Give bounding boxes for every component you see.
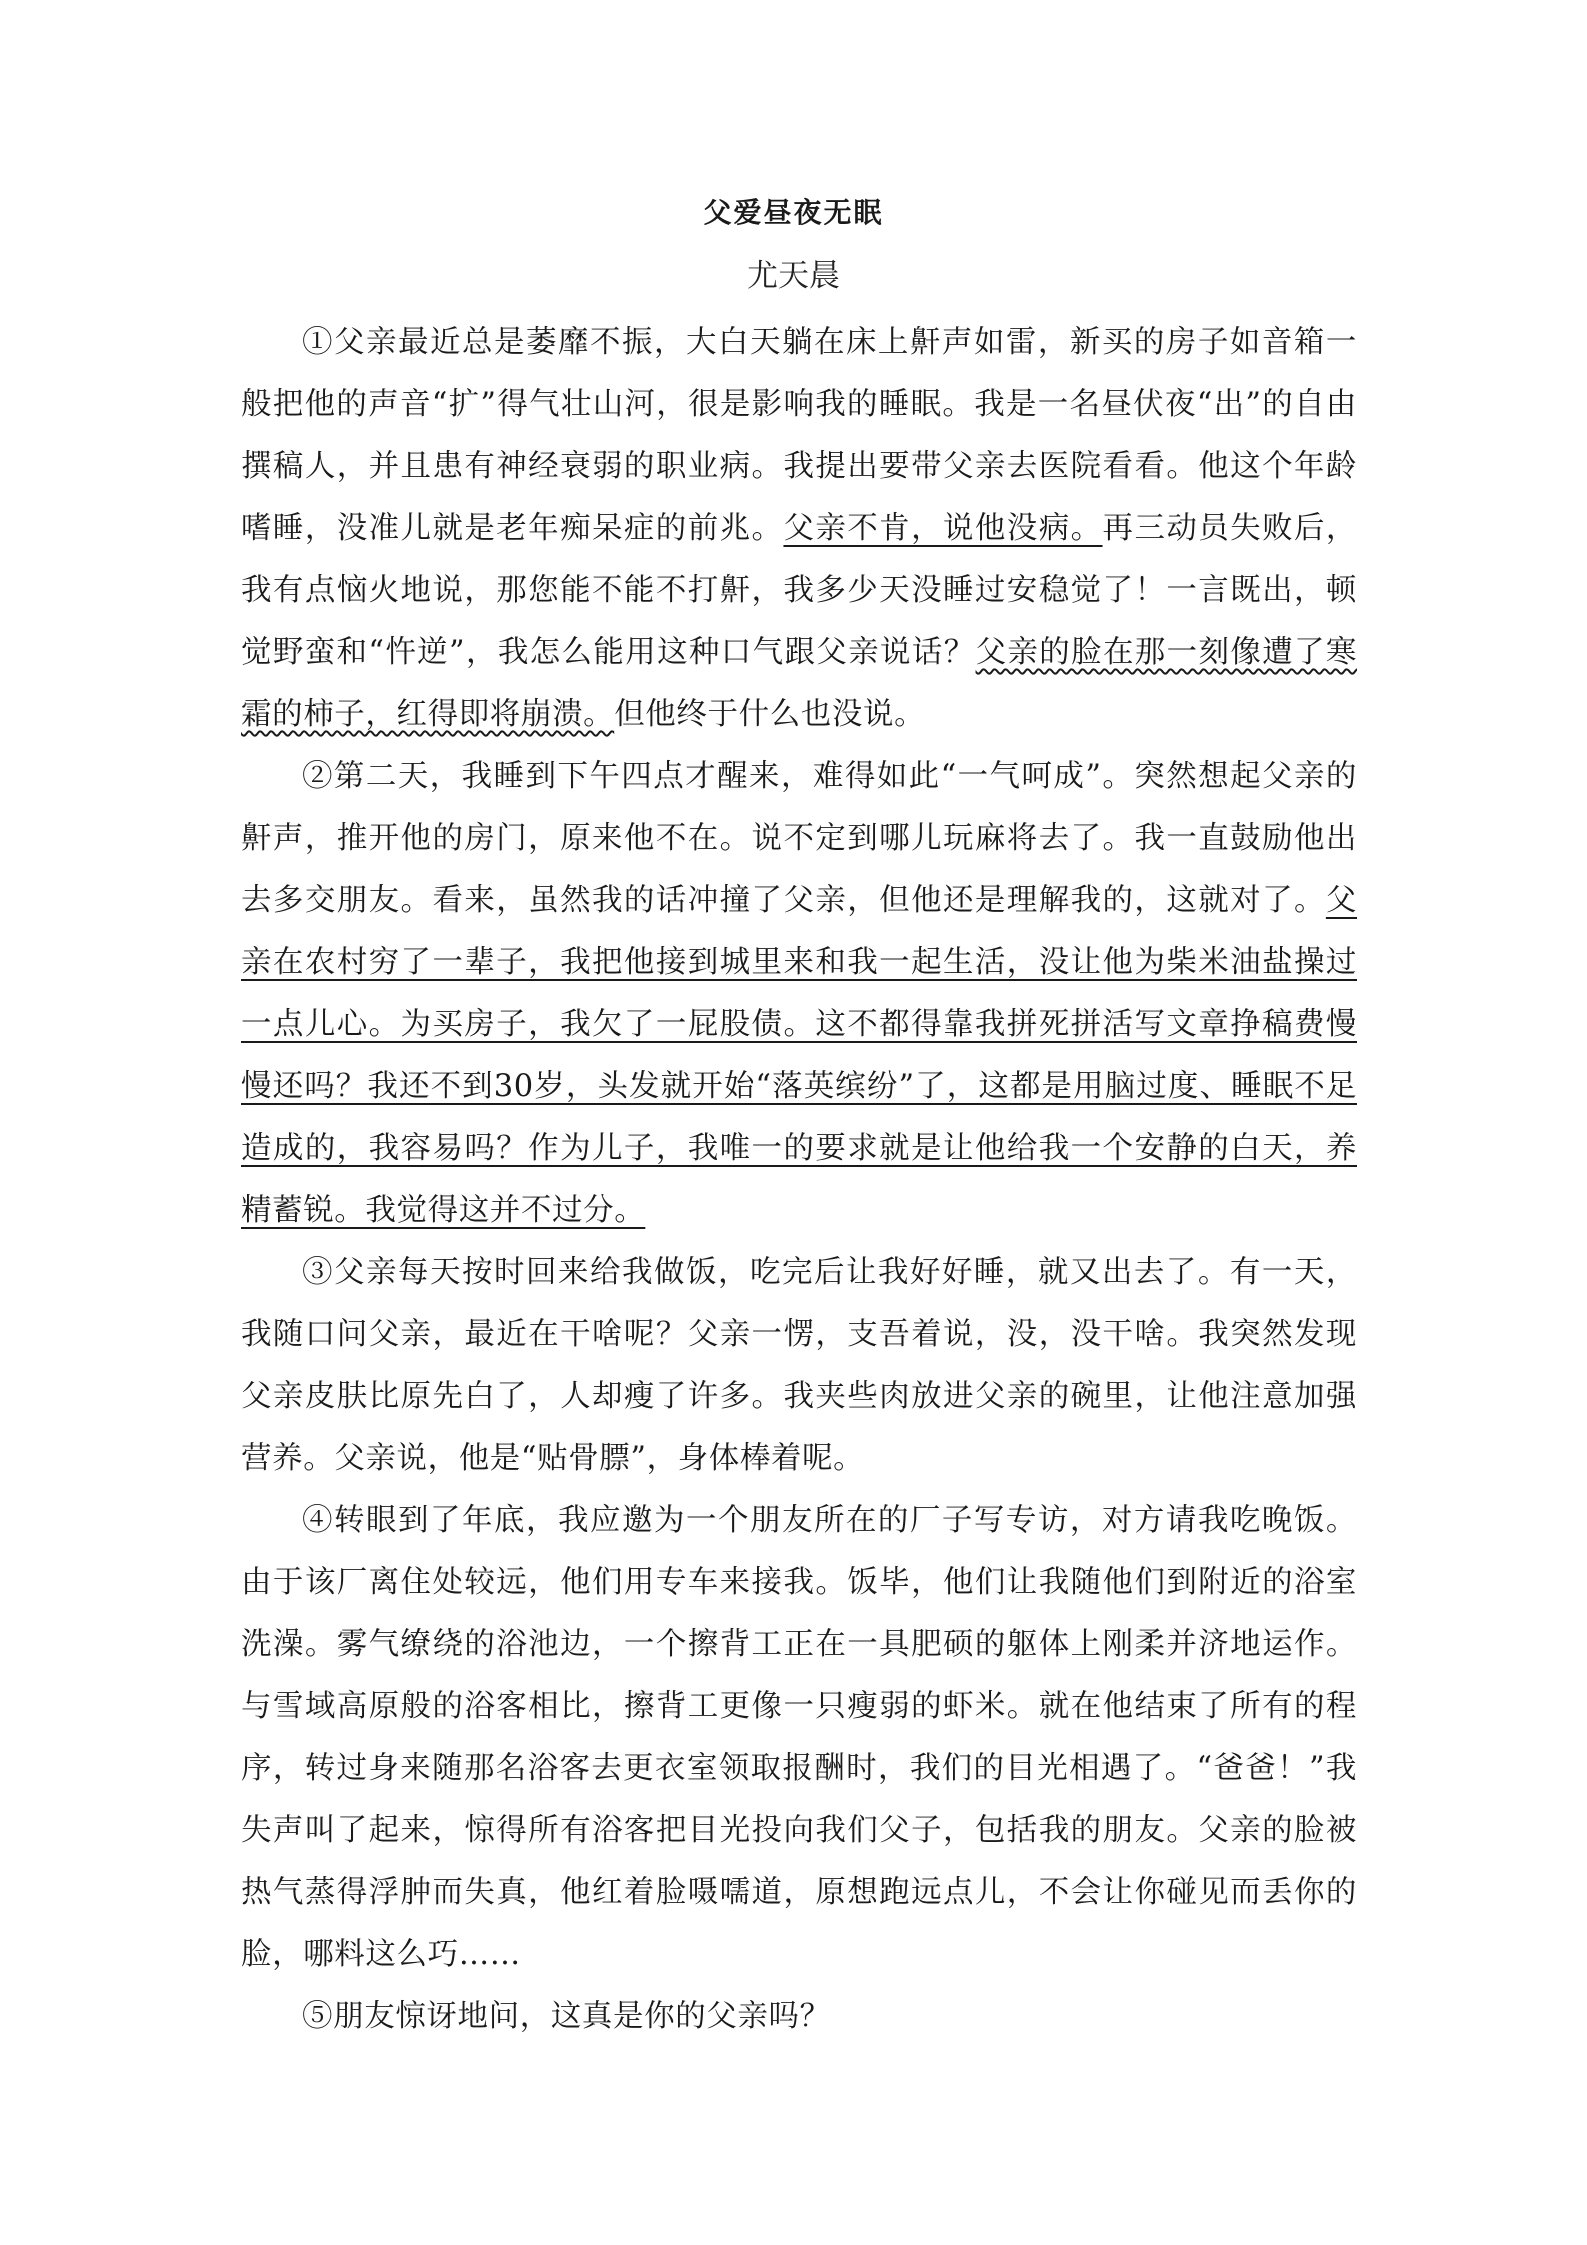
- paragraph-4: ④转眼到了年底，我应邀为一个朋友所在的厂子写专访，对方请我吃晚饭。由于该厂离住处较远，他们用专车来接我。饭毕，他们让我随他们到附近的浴室洗澡。雾气缭绕的浴池边，一个擦背工正在一具肥硕的躯体上刚柔并济地运作。与雪域高原般的浴客相比，擦背工更像一只瘦弱的虾米。就在他结束了所有的程序，转过身来随那名浴客去更衣室领取报酬时，我们的目光相遇了。“爸爸！”我失声叫了起来，惊得所有浴客把目光投向我们父子，包括我的朋友。父亲的脸被热气蒸得浮肿而失真，他红着脸嗫嚅道，原想跑远点儿，不会让你碰见而丢你的脸，哪料这么巧……: [241, 1503, 1357, 1972]
- paragraph-5: ⑤朋友惊讶地问，这真是你的父亲吗？: [302, 1999, 831, 2034]
- wavy-underlined-sentence: 父亲的脸在那一刻像遭了寒霜的柿子，红得即将崩溃。: [241, 635, 1357, 732]
- paragraph-3: ③父亲每天按时回来给我做饭，吃完后让我好好睡，就又出去了。有一天，我随口问父亲，最近在干啥呢？父亲一愣，支吾着说，没，没干啥。我突然发现父亲皮肤比原先白了，人却瘦了许多。我夹些肉放进父亲的碗里，让他注意加强营养。父亲说，他是“贴骨膘”，身体棒着呢。: [241, 1255, 1357, 1476]
- paragraph-1-text-middle: 再三动员失败后，我有点恼火地说，那您能不能不打鼾，我多少天没睡过安稳觉了！一言既出，顿觉野蛮和“忤逆”，我怎么能用这种口气跟父亲说话？: [241, 511, 1358, 670]
- paragraph-1-text-end: 但他终于什么也没说。: [614, 697, 926, 732]
- article-author: 尤天晨: [747, 258, 840, 294]
- underlined-passage: 父亲在农村穷了一辈子，我把他接到城里来和我一起生活，没让他为柴米油盐操过一点儿心。为买房子，我欠了一屁股债。这不都得靠我拼死拼活写文章挣稿费慢慢还吗？我还不到30岁，头发就开始“落英缤纷”了，这都是用脑过度、睡眠不足造成的，我容易吗？作为儿子，我唯一的要求就是让他给我一个安静的白天，养精蓄锐。我觉得这并不过分。: [241, 883, 1357, 1228]
- underlined-sentence: 父亲不肯，说他没病。: [783, 511, 1103, 546]
- article-title: 父爱昼夜无眠: [703, 196, 884, 229]
- paragraph-1-text: ①父亲最近总是萎靡不振，大白天躺在床上鼾声如雷，新买的房子如音箱一般把他的声音“扩”得气壮山河，很是影响我的睡眠。我是一名昼伏夜“出”的自由撰稿人，并且患有神经衰弱的职业病。我提出要带父亲去医院看看。他这个年龄嗜睡，没准儿就是老年痴呆症的前兆。: [241, 325, 1357, 546]
- paragraph-1: [241, 312, 1357, 746]
- article-body: [241, 312, 1357, 2048]
- paragraph-2: [241, 746, 1357, 1242]
- paragraph-2-text: ②第二天，我睡到下午四点才醒来，难得如此“一气呵成”。突然想起父亲的鼾声，推开他的房门，原来他不在。说不定到哪儿玩麻将去了。我一直鼓励他出去多交朋友。看来，虽然我的话冲撞了父亲，但他还是理解我的，这就对了。: [241, 759, 1357, 918]
